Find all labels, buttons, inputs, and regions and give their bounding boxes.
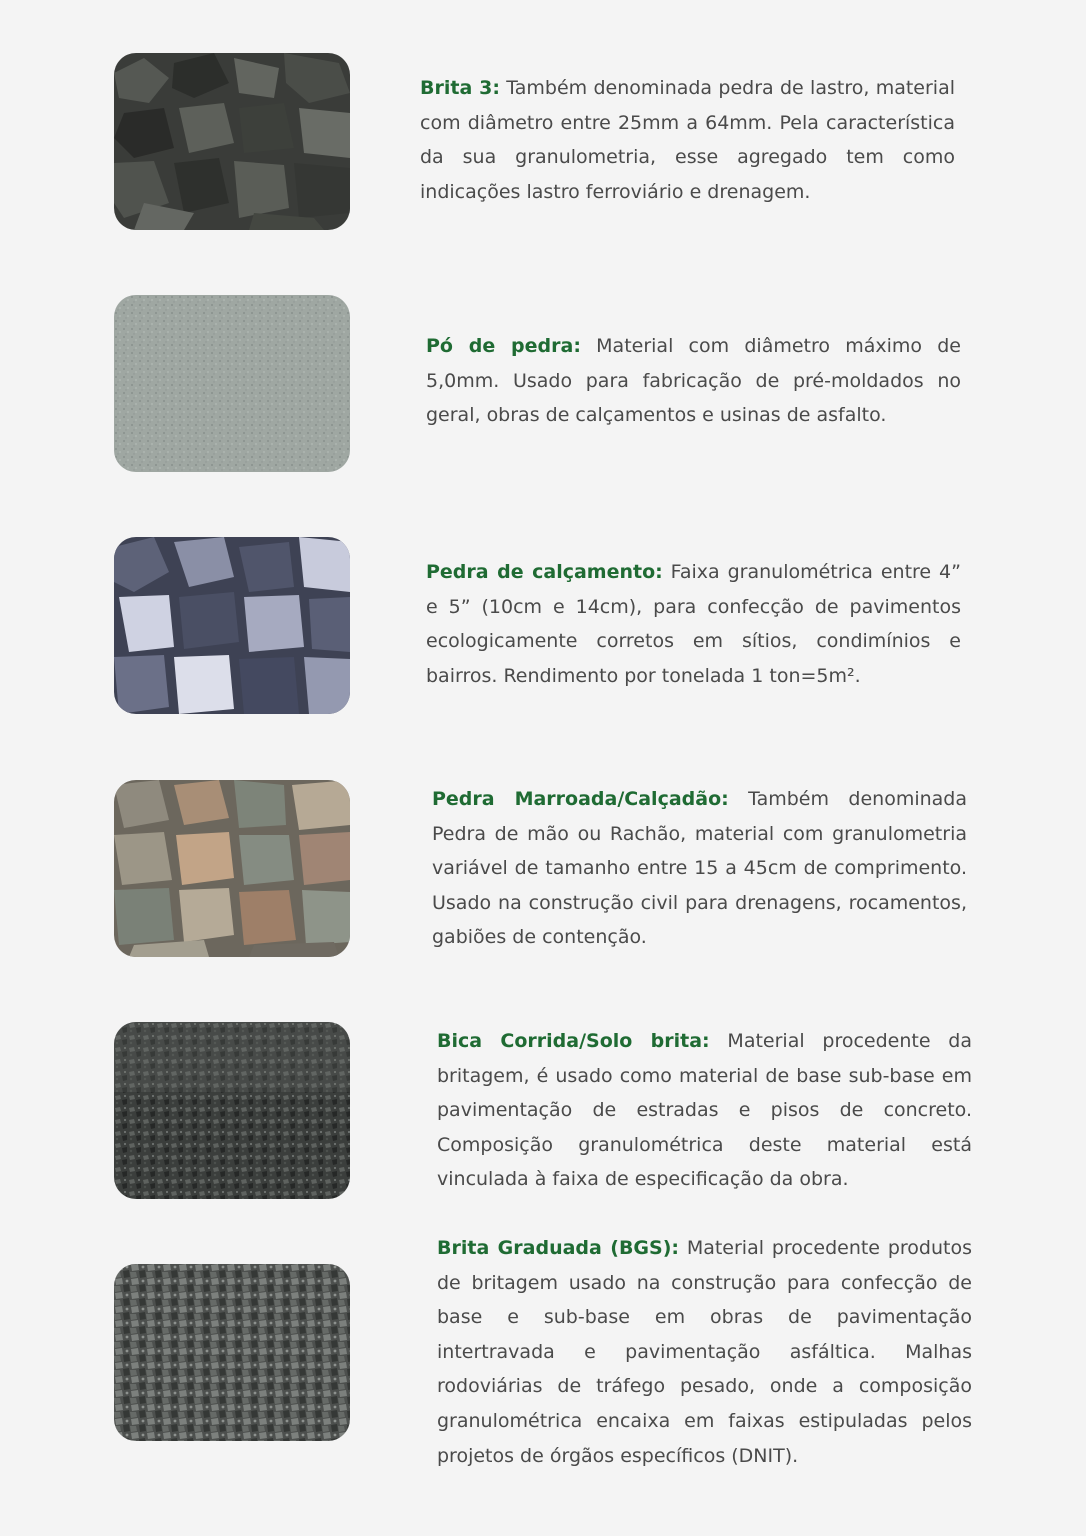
title-pedra-de-calcamento: Pedra de calçamento:: [426, 561, 663, 583]
text-pedra-marroada: Também denominada Pedra de mão ou Rachão, material com granulometria variável de tamanho entre 15 a 45cm de comprimento. Usado na construção civil para drenagens, rocamentos, gabiões de contenção.: [432, 788, 968, 949]
title-pedra-marroada: Pedra Marroada/Calçadão:: [432, 788, 729, 810]
title-po-de-pedra: Pó de pedra:: [426, 335, 581, 357]
text-bica-corrida: Material procedente da britagem, é usado como material de base sub-base em pavimentação de estradas e pisos de concreto. Composição granulométrica deste material está vinculada à faixa de especificação da obra.: [437, 1030, 973, 1191]
photo-brita-graduada: [114, 1264, 350, 1441]
title-bica-corrida: Bica Corrida/Solo brita:: [437, 1030, 710, 1052]
title-brita-3: Brita 3:: [420, 77, 500, 99]
title-brita-graduada: Brita Graduada (BGS):: [437, 1237, 679, 1259]
photo-bica-corrida: [114, 1022, 350, 1199]
photo-po-de-pedra: [114, 295, 350, 472]
photo-pedra-de-calcamento: [114, 537, 350, 714]
photo-brita-3: [114, 53, 350, 230]
text-brita-graduada: Material procedente produtos de britagem usado na construção para confecção de base e sub-base em obras de pavimentação intertravada e pavimentação asfáltica. Malhas rodoviárias de tráfego pesado, onde a composição granulométrica encaixa em faixas estipuladas pelos projetos de órgãos específicos (DNIT).: [437, 1237, 972, 1467]
photo-pedra-marroada: [114, 780, 350, 957]
text-po-de-pedra: Material com diâmetro máximo de 5,0mm. Usado para fabricação de pré-moldados no geral, obras de calçamentos e usinas de asfalto.: [426, 335, 962, 427]
text-pedra-de-calcamento: Faixa granulométrica entre 4” e 5” (10cm e 14cm), para confecção de pavimentos ecologicamente corretos em sítios, condimínios e bairros. Rendimento por tonelada 1 ton=5m².: [426, 561, 961, 687]
text-brita-3: Também denominada pedra de lastro, material com diâmetro entre 25mm a 64mm. Pela característica da sua granulometria, esse agregado tem como indicações lastro ferroviário e drenagem.: [420, 77, 955, 203]
